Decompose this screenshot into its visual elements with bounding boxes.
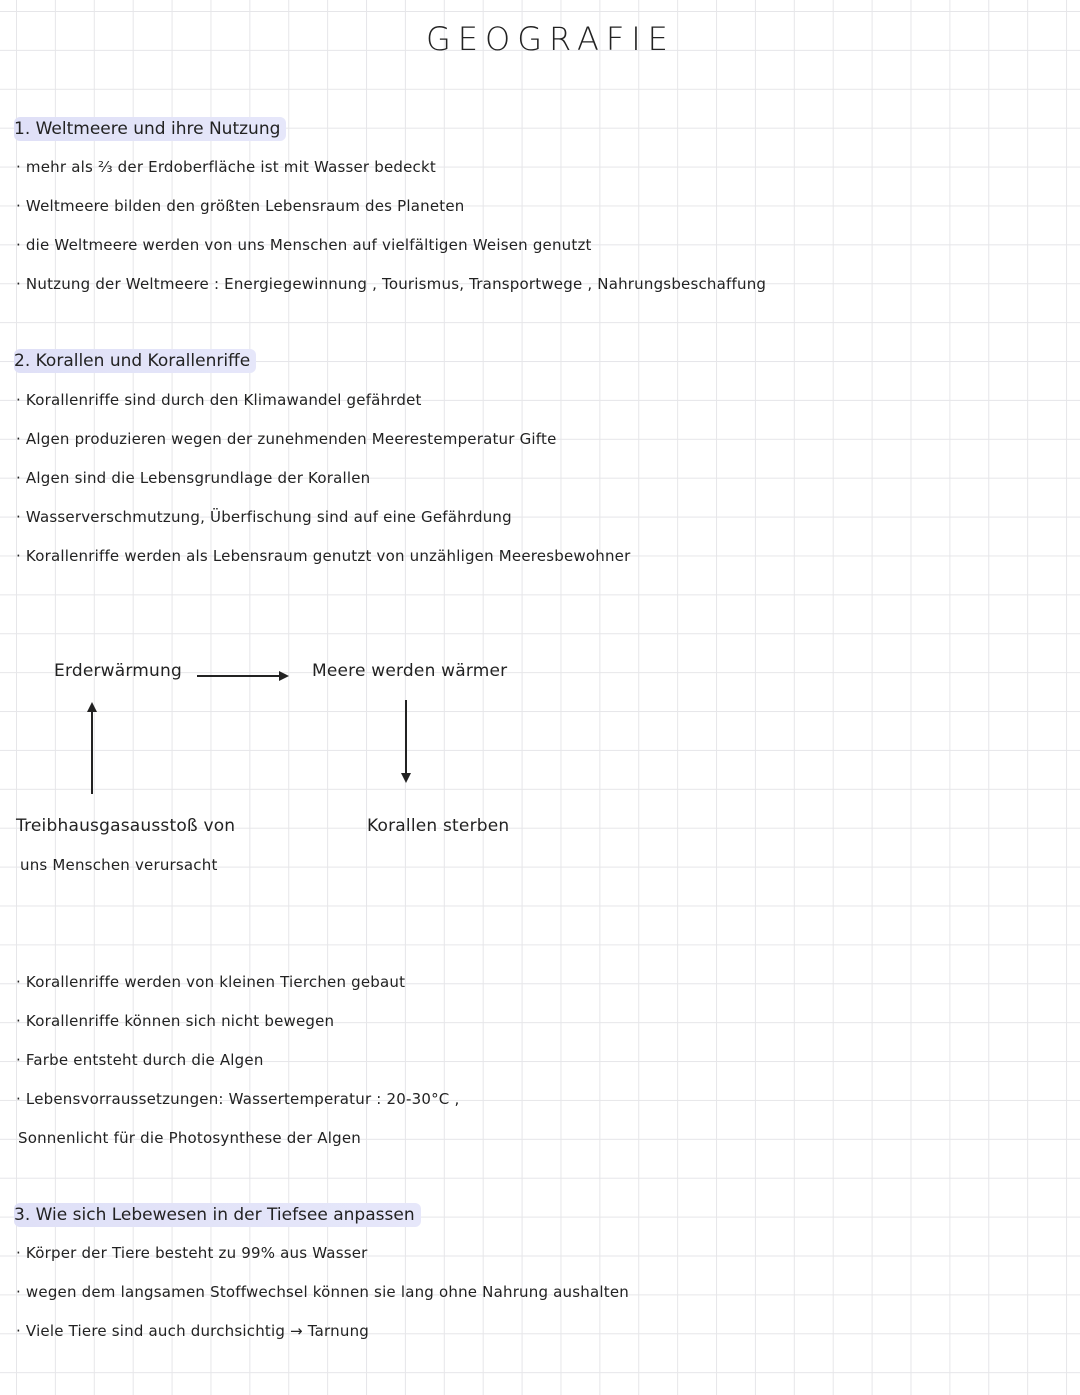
diagram-node-treibhausgas-line-1: Treibhausgasausstoß von [16, 816, 236, 836]
diagram-node-treibhausgas-line-2: uns Menschen verursacht [20, 856, 218, 874]
section-3-heading: 3. Wie sich Lebewesen in der Tiefsee anpassen [14, 1203, 421, 1227]
section-1-bullet-3: · die Weltmeere werden von uns Menschen auf vielfältigen Weisen genutzt [16, 236, 592, 254]
section-2b-bullet-1: · Korallenriffe werden von kleinen Tierchen gebaut [16, 973, 406, 991]
section-2-bullet-3: · Algen sind die Lebensgrundlage der Korallen [16, 469, 371, 487]
section-2b-bullet-4: · Lebensvorraussetzungen: Wassertemperatur : 20-30°C , [16, 1090, 460, 1108]
section-2-bullet-2: · Algen produzieren wegen der zunehmenden Meerestemperatur Gifte [16, 430, 557, 448]
section-2b-continuation: Sonnenlicht für die Photosynthese der Algen [18, 1129, 361, 1147]
section-2-heading: 2. Korallen und Korallenriffe [14, 349, 256, 373]
section-3-bullet-3: · Viele Tiere sind auch durchsichtig → Tarnung [16, 1322, 370, 1340]
section-3-bullet-2: · wegen dem langsamen Stoffwechsel können sie lang ohne Nahrung aushalten [16, 1283, 629, 1301]
section-2-bullet-5: · Korallenriffe werden als Lebensraum genutzt von unzähligen Meeresbewohner [16, 547, 631, 565]
section-2b-bullet-2: · Korallenriffe können sich nicht bewegen [16, 1012, 335, 1030]
diagram-node-korallen-sterben: Korallen sterben [367, 816, 510, 836]
section-2b-bullet-3: · Farbe entsteht durch die Algen [16, 1051, 264, 1069]
section-3-bullet-1: · Körper der Tiere besteht zu 99% aus Wasser [16, 1244, 368, 1262]
page-title: GEOGRAFIE [426, 20, 675, 58]
diagram-node-meere-waermer: Meere werden wärmer [312, 661, 508, 681]
diagram-node-erderwaermung: Erderwärmung [54, 661, 182, 681]
section-1-bullet-4: · Nutzung der Weltmeere : Energiegewinnung , Tourismus, Transportwege , Nahrungsbeschaffung [16, 275, 767, 293]
section-2-bullet-4: · Wasserverschmutzung, Überfischung sind auf eine Gefährdung [16, 508, 512, 526]
section-1-bullet-2: · Weltmeere bilden den größten Lebensraum des Planeten [16, 197, 465, 215]
section-1-bullet-1: · mehr als ⅔ der Erdoberfläche ist mit Wasser bedeckt [16, 158, 436, 176]
section-1-heading: 1. Weltmeere und ihre Nutzung [14, 117, 286, 141]
section-2-bullet-1: · Korallenriffe sind durch den Klimawandel gefährdet [16, 391, 422, 409]
